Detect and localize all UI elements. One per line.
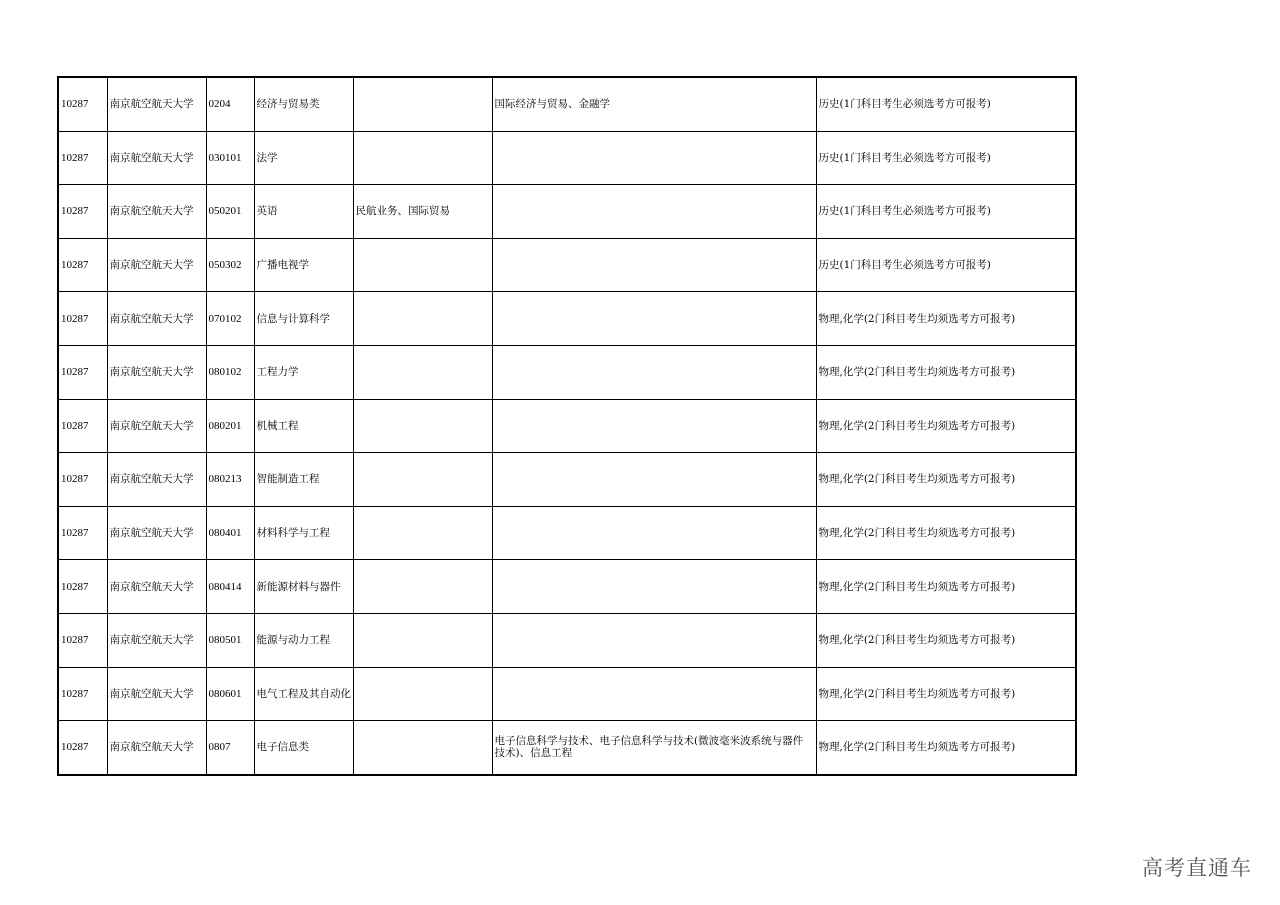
major-name-cell: 广播电视学 xyxy=(254,238,353,292)
major-code-cell: 0204 xyxy=(206,77,254,131)
school-code-cell: 10287 xyxy=(58,185,107,239)
major-code-cell: 080201 xyxy=(206,399,254,453)
major-code-cell: 0807 xyxy=(206,721,254,775)
major-direction-cell xyxy=(353,345,492,399)
table-row xyxy=(58,238,1076,292)
table-row xyxy=(58,560,1076,614)
major-direction-cell xyxy=(353,238,492,292)
major-direction-cell xyxy=(353,453,492,507)
major-name-cell: 英语 xyxy=(254,185,353,239)
major-direction-cell xyxy=(353,721,492,775)
table-row xyxy=(58,345,1076,399)
included-majors-cell xyxy=(492,131,816,185)
major-direction-cell xyxy=(353,77,492,131)
school-code-cell: 10287 xyxy=(58,721,107,775)
major-name-cell: 机械工程 xyxy=(254,399,353,453)
school-code-cell: 10287 xyxy=(58,77,107,131)
school-name-cell: 南京航空航天大学 xyxy=(107,345,206,399)
subject-requirement-cell: 历史(1门科目考生必须选考方可报考) xyxy=(816,131,1076,185)
school-name-cell: 南京航空航天大学 xyxy=(107,506,206,560)
school-name-cell: 南京航空航天大学 xyxy=(107,399,206,453)
included-majors-cell: 国际经济与贸易、金融学 xyxy=(492,77,816,131)
included-majors-cell xyxy=(492,238,816,292)
subject-requirement-cell: 物理,化学(2门科目考生均须选考方可报考) xyxy=(816,399,1076,453)
major-name-cell: 电子信息类 xyxy=(254,721,353,775)
major-name-cell: 经济与贸易类 xyxy=(254,77,353,131)
major-code-cell: 080501 xyxy=(206,613,254,667)
table-body xyxy=(58,77,1076,775)
major-direction-cell: 民航业务、国际贸易 xyxy=(353,185,492,239)
school-code-cell: 10287 xyxy=(58,560,107,614)
school-name-cell: 南京航空航天大学 xyxy=(107,185,206,239)
major-name-cell: 智能制造工程 xyxy=(254,453,353,507)
school-code-cell: 10287 xyxy=(58,667,107,721)
table-row xyxy=(58,453,1076,507)
major-name-cell: 信息与计算科学 xyxy=(254,292,353,346)
table-row xyxy=(58,721,1076,775)
major-name-cell: 法学 xyxy=(254,131,353,185)
major-name-cell: 工程力学 xyxy=(254,345,353,399)
school-name-cell: 南京航空航天大学 xyxy=(107,613,206,667)
subject-requirement-cell: 物理,化学(2门科目考生均须选考方可报考) xyxy=(816,667,1076,721)
table-row xyxy=(58,131,1076,185)
included-majors-cell xyxy=(492,292,816,346)
included-majors-cell xyxy=(492,185,816,239)
school-name-cell: 南京航空航天大学 xyxy=(107,77,206,131)
subject-requirement-cell: 历史(1门科目考生必须选考方可报考) xyxy=(816,77,1076,131)
major-code-cell: 050302 xyxy=(206,238,254,292)
school-code-cell: 10287 xyxy=(58,613,107,667)
major-direction-cell xyxy=(353,399,492,453)
major-code-cell: 080213 xyxy=(206,453,254,507)
major-code-cell: 080601 xyxy=(206,667,254,721)
school-name-cell: 南京航空航天大学 xyxy=(107,453,206,507)
major-direction-cell xyxy=(353,292,492,346)
subject-requirement-cell: 历史(1门科目考生必须选考方可报考) xyxy=(816,185,1076,239)
subject-requirement-cell: 物理,化学(2门科目考生均须选考方可报考) xyxy=(816,292,1076,346)
subject-requirement-cell: 物理,化学(2门科目考生均须选考方可报考) xyxy=(816,613,1076,667)
school-code-cell: 10287 xyxy=(58,453,107,507)
major-code-cell: 080102 xyxy=(206,345,254,399)
included-majors-cell xyxy=(492,613,816,667)
subject-requirement-cell: 历史(1门科目考生必须选考方可报考) xyxy=(816,238,1076,292)
major-code-cell: 050201 xyxy=(206,185,254,239)
included-majors-cell xyxy=(492,506,816,560)
school-name-cell: 南京航空航天大学 xyxy=(107,131,206,185)
subject-requirement-cell: 物理,化学(2门科目考生均须选考方可报考) xyxy=(816,345,1076,399)
subject-requirement-cell: 物理,化学(2门科目考生均须选考方可报考) xyxy=(816,721,1076,775)
table-row xyxy=(58,77,1076,131)
school-name-cell: 南京航空航天大学 xyxy=(107,667,206,721)
subject-requirement-cell: 物理,化学(2门科目考生均须选考方可报考) xyxy=(816,453,1076,507)
major-name-cell: 新能源材料与器件 xyxy=(254,560,353,614)
school-code-cell: 10287 xyxy=(58,506,107,560)
school-code-cell: 10287 xyxy=(58,345,107,399)
major-name-cell: 材料科学与工程 xyxy=(254,506,353,560)
admission-requirements-table xyxy=(57,76,1077,776)
table-row xyxy=(58,399,1076,453)
subject-requirement-cell: 物理,化学(2门科目考生均须选考方可报考) xyxy=(816,560,1076,614)
table-row xyxy=(58,613,1076,667)
major-code-cell: 070102 xyxy=(206,292,254,346)
school-name-cell: 南京航空航天大学 xyxy=(107,721,206,775)
major-direction-cell xyxy=(353,506,492,560)
included-majors-cell xyxy=(492,560,816,614)
major-direction-cell xyxy=(353,667,492,721)
table-row xyxy=(58,667,1076,721)
school-code-cell: 10287 xyxy=(58,399,107,453)
table-row xyxy=(58,292,1076,346)
school-code-cell: 10287 xyxy=(58,292,107,346)
school-code-cell: 10287 xyxy=(58,131,107,185)
school-name-cell: 南京航空航天大学 xyxy=(107,560,206,614)
included-majors-cell xyxy=(492,453,816,507)
major-direction-cell xyxy=(353,560,492,614)
included-majors-cell xyxy=(492,399,816,453)
included-majors-cell xyxy=(492,667,816,721)
included-majors-cell xyxy=(492,345,816,399)
school-name-cell: 南京航空航天大学 xyxy=(107,238,206,292)
major-code-cell: 080414 xyxy=(206,560,254,614)
major-code-cell: 030101 xyxy=(206,131,254,185)
major-name-cell: 能源与动力工程 xyxy=(254,613,353,667)
subject-requirement-cell: 物理,化学(2门科目考生均须选考方可报考) xyxy=(816,506,1076,560)
major-direction-cell xyxy=(353,131,492,185)
watermark-text: 高考直通车 xyxy=(1142,856,1252,880)
major-name-cell: 电气工程及其自动化 xyxy=(254,667,353,721)
table-row xyxy=(58,506,1076,560)
major-direction-cell xyxy=(353,613,492,667)
table-row xyxy=(58,185,1076,239)
included-majors-cell: 电子信息科学与技术、电子信息科学与技术(微波毫米波系统与器件技术)、信息工程 xyxy=(492,721,816,775)
school-name-cell: 南京航空航天大学 xyxy=(107,292,206,346)
school-code-cell: 10287 xyxy=(58,238,107,292)
major-code-cell: 080401 xyxy=(206,506,254,560)
